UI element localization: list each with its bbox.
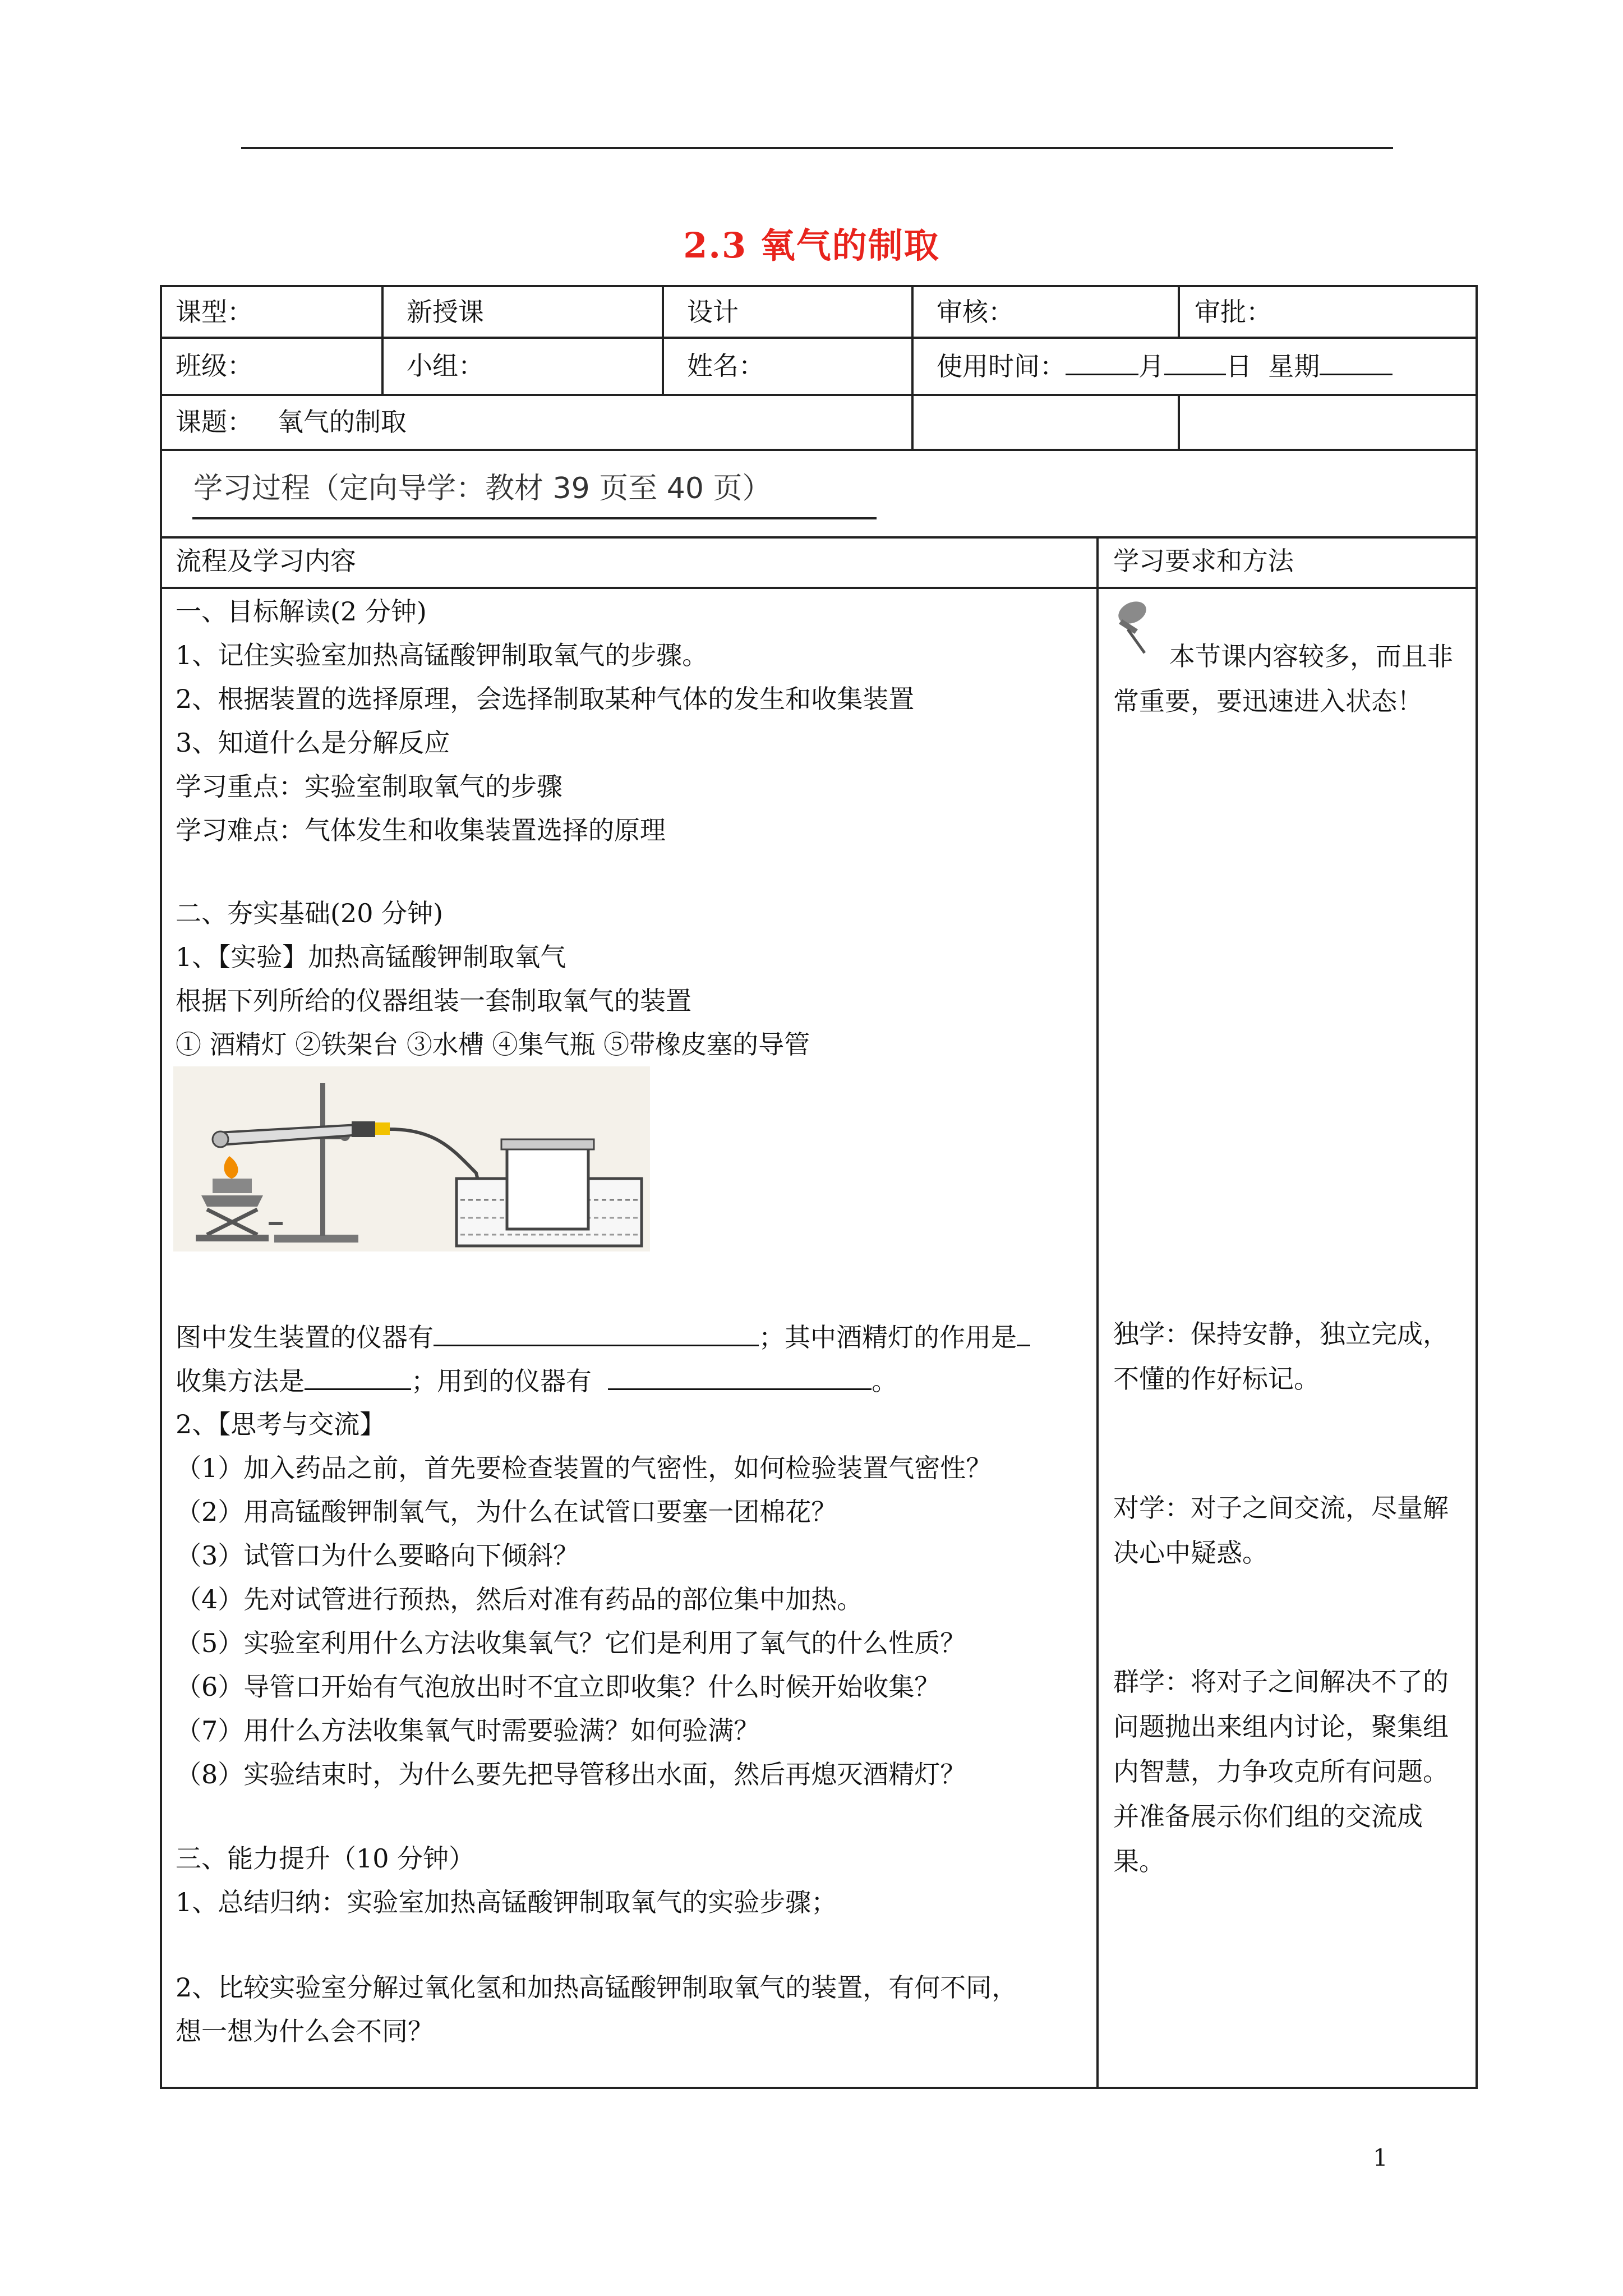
think-title: 2、【思考与交流】 bbox=[176, 1409, 386, 1439]
study-process-banner: 学习过程（定向导学：教材 39 页至 40 页） bbox=[193, 472, 772, 505]
compare-question: 2、比较实验室分解过氧化氢和加热高锰酸钾制取氧气的装置，有何不同， bbox=[176, 1972, 1018, 2003]
question: （4）先对试管进行预热，然后对准有药品的部位集中加热。 bbox=[176, 1584, 863, 1614]
approve-label: 审批： bbox=[1195, 297, 1272, 327]
fill-text: 。 bbox=[872, 1366, 898, 1396]
topic-label: 课题： bbox=[176, 407, 253, 437]
banner-underline bbox=[192, 517, 877, 519]
header-rule bbox=[241, 147, 1393, 149]
instrument-list: ① 酒精灯 ②铁架台 ③水槽 ④集气瓶 ⑤带橡皮塞的导管 bbox=[176, 1029, 810, 1060]
review-label: 审核： bbox=[937, 297, 1014, 327]
table-border bbox=[160, 2087, 1478, 2089]
summary-question: 1、总结归纳：实验室加热高锰酸钾制取氧气的实验步骤； bbox=[176, 1887, 837, 1917]
goal-item: 1、记住实验室加热高锰酸钾制取氧气的步骤。 bbox=[176, 640, 708, 670]
table-border bbox=[160, 394, 1478, 396]
day-label: 日 bbox=[1226, 351, 1252, 381]
table-border bbox=[1178, 394, 1180, 449]
difficulty: 学习难点：气体发生和收集装置选择的原理 bbox=[176, 815, 666, 845]
page-number: 1 bbox=[1373, 2144, 1388, 2171]
design-label: 设计 bbox=[687, 297, 739, 327]
section-1-title: 一、目标解读(2 分钟) bbox=[176, 596, 427, 627]
fill-text: ；其中酒精灯的作用是 bbox=[759, 1322, 1017, 1352]
fill-line-2 bbox=[176, 1364, 897, 1398]
fill-line-1 bbox=[176, 1320, 1030, 1354]
topic-row bbox=[176, 405, 407, 439]
table-border bbox=[160, 285, 1478, 287]
lesson-type-value: 新授课 bbox=[407, 297, 484, 327]
section-2-title: 二、夯实基础(20 分钟) bbox=[176, 898, 444, 928]
goal-item: 3、知道什么是分解反应 bbox=[176, 728, 450, 758]
pair-study-note: 对学：对子之间交流，尽量解决心中疑惑。 bbox=[1113, 1493, 1449, 1568]
weekday-label: 星期 bbox=[1268, 351, 1320, 381]
table-border bbox=[1476, 285, 1478, 2089]
group-label: 小组： bbox=[407, 351, 484, 381]
left-column-header: 流程及学习内容 bbox=[176, 546, 356, 576]
lesson-table bbox=[160, 285, 1478, 2089]
page-title: 2.3 氧气的制取 bbox=[683, 225, 940, 266]
name-label: 姓名： bbox=[687, 351, 764, 381]
key-point: 学习重点：实验室制取氧气的步骤 bbox=[176, 771, 562, 802]
question: （1）加入药品之前，首先要检查装置的气密性，如何检验装置气密性？ bbox=[176, 1453, 992, 1483]
date-label: 使用时间： bbox=[937, 351, 1066, 381]
date-field[interactable] bbox=[937, 349, 1393, 383]
day-blank[interactable] bbox=[1164, 349, 1226, 375]
table-border bbox=[160, 337, 1478, 339]
question: （5）实验室利用什么方法收集氧气？它们是利用了氧气的什么性质？ bbox=[176, 1628, 966, 1658]
question: （6）导管口开始有气泡放出时不宜立即收集？什么时候开始收集？ bbox=[176, 1672, 940, 1702]
question: （3）试管口为什么要略向下倾斜？ bbox=[176, 1540, 579, 1571]
group-study-note: 群学：将对子之间解决不了的问题抛出来组内讨论，聚集组内智慧，力争攻克所有问题。并准备展示你们组的交流成果。 bbox=[1113, 1667, 1449, 1876]
table-border bbox=[160, 587, 1478, 589]
month-label: 月 bbox=[1138, 351, 1164, 381]
right-column-header: 学习要求和方法 bbox=[1113, 546, 1294, 576]
table-border bbox=[662, 285, 664, 394]
answer-blank[interactable] bbox=[434, 1320, 759, 1346]
table-border bbox=[1178, 285, 1180, 337]
oxygen-apparatus-diagram bbox=[173, 1066, 650, 1251]
month-blank[interactable] bbox=[1066, 349, 1138, 375]
experiment-desc: 根据下列所给的仪器组装一套制取氧气的装置 bbox=[176, 986, 691, 1016]
lesson-type-label: 课型： bbox=[176, 297, 253, 327]
table-border bbox=[160, 449, 1478, 451]
topic-value: 氧气的制取 bbox=[277, 407, 407, 437]
fill-text: 收集方法是 bbox=[176, 1366, 305, 1396]
table-border bbox=[160, 285, 162, 2089]
question: （2）用高锰酸钾制氧气，为什么在试管口要塞一团棉花？ bbox=[176, 1497, 837, 1527]
table-border bbox=[381, 285, 384, 394]
answer-blank[interactable] bbox=[608, 1364, 872, 1390]
question: （8）实验结束时，为什么要先把导管移出水面，然后再熄灭酒精灯？ bbox=[176, 1759, 966, 1789]
fill-text: 图中发生装置的仪器有 bbox=[176, 1322, 434, 1352]
question: （7）用什么方法收集氧气时需要验满？如何验满？ bbox=[176, 1715, 760, 1746]
table-border bbox=[911, 285, 914, 449]
intro-note: 本节课内容较多，而且非常重要，要迅速进入状态！ bbox=[1113, 641, 1453, 716]
answer-blank[interactable] bbox=[305, 1364, 411, 1390]
table-border bbox=[1096, 536, 1099, 2089]
class-label: 班级： bbox=[176, 351, 253, 381]
experiment-title: 1、【实验】加热高锰酸钾制取氧气 bbox=[176, 942, 566, 972]
solo-study-note: 独学：保持安静，独立完成，不懂的作好标记。 bbox=[1113, 1319, 1449, 1394]
fill-text: ；用到的仪器有 bbox=[411, 1366, 592, 1396]
compare-question-cont: 想一想为什么会不同？ bbox=[176, 2016, 434, 2046]
goal-item: 2、根据装置的选择原理，会选择制取某种气体的发生和收集装置 bbox=[176, 684, 915, 714]
table-border bbox=[160, 536, 1478, 539]
answer-blank[interactable] bbox=[1017, 1320, 1030, 1346]
weekday-blank[interactable] bbox=[1320, 349, 1393, 375]
section-3-title: 三、能力提升（10 分钟） bbox=[176, 1843, 475, 1874]
